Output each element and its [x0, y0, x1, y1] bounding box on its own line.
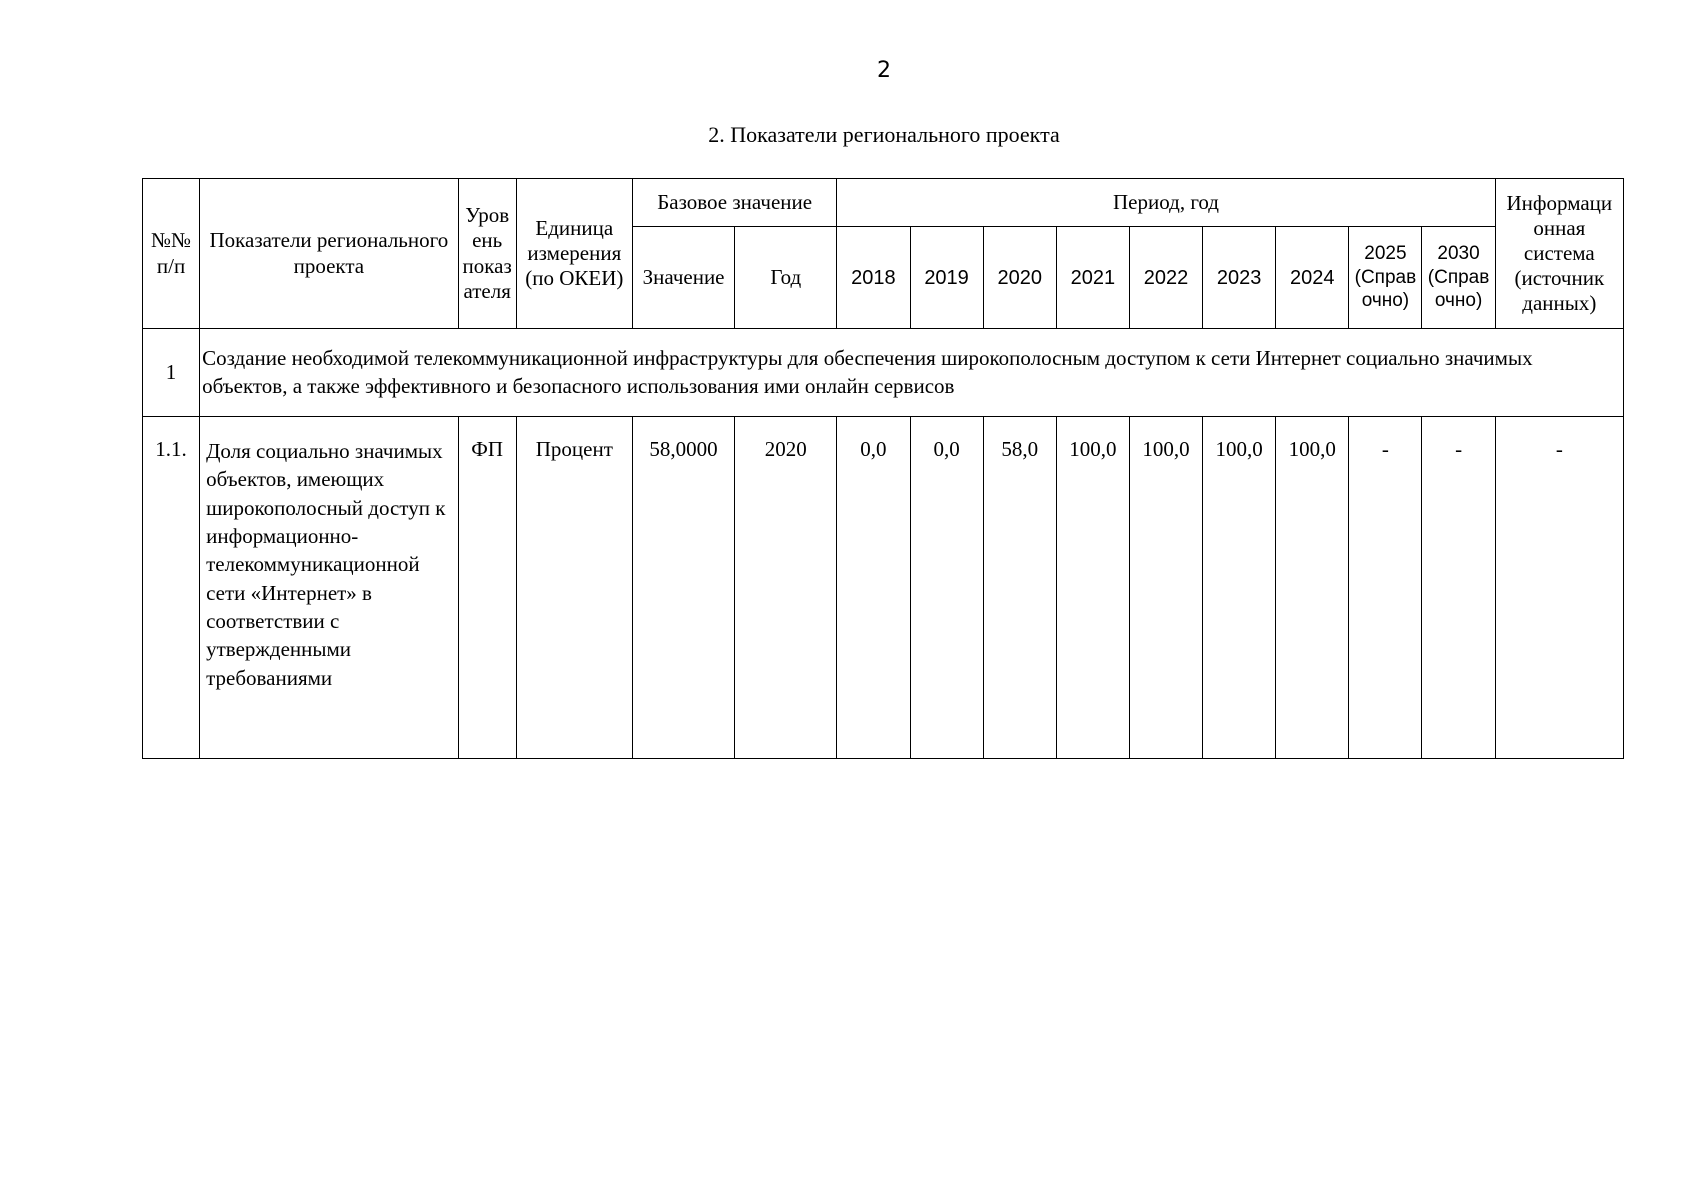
header-year-2025: 2025 (Справ очно)	[1349, 227, 1422, 329]
row-value-2023: 100,0	[1203, 417, 1276, 759]
section-num: 1	[143, 329, 200, 417]
header-year-2021: 2021	[1056, 227, 1129, 329]
table-row	[143, 417, 1624, 759]
header-year-2024: 2024	[1276, 227, 1349, 329]
indicators-table	[142, 178, 1624, 759]
row-value-2020: 58,0	[983, 417, 1056, 759]
row-base-year: 2020	[735, 417, 837, 759]
row-level: ФП	[458, 417, 516, 759]
row-value-2024: 100,0	[1276, 417, 1349, 759]
header-year-2020: 2020	[983, 227, 1056, 329]
header-unit: Единица измерения (по ОКЕИ)	[516, 179, 632, 329]
header-year-2023: 2023	[1203, 227, 1276, 329]
header-base-year: Год	[735, 227, 837, 329]
row-num: 1.1.	[143, 417, 200, 759]
header-level: Уров ень показ ателя	[458, 179, 516, 329]
row-base-value: 58,0000	[632, 417, 734, 759]
section-title: 2. Показатели регионального проекта	[708, 122, 1060, 147]
header-year-2030: 2030 (Справ очно)	[1422, 227, 1495, 329]
row-value-2030: -	[1422, 417, 1495, 759]
row-unit: Процент	[516, 417, 632, 759]
row-indicator-name: Доля социально значимых объектов, имеющих широкополосный доступ к информационно-телекоммуникационной сети «Интернет» в соответствии с утвержденными требованиями	[200, 417, 459, 759]
row-info-system: -	[1495, 417, 1623, 759]
header-year-2022: 2022	[1129, 227, 1202, 329]
page-number: 2	[877, 58, 891, 83]
row-value-2022: 100,0	[1129, 417, 1202, 759]
row-value-2025: -	[1349, 417, 1422, 759]
row-value-2019: 0,0	[910, 417, 983, 759]
header-base-group: Базовое значение	[632, 179, 836, 227]
header-year-2018: 2018	[837, 227, 910, 329]
header-row-top	[143, 179, 1624, 227]
row-value-2021: 100,0	[1056, 417, 1129, 759]
header-period-group: Период, год	[837, 179, 1495, 227]
header-num: №№ п/п	[143, 179, 200, 329]
header-info-system: Информаци онная система (источник данных)	[1495, 179, 1623, 329]
section-text: Создание необходимой телекоммуникационной инфраструктуры для обеспечения широкополосным доступом к сети Интернет социально значимых объектов, а также эффективного и безопасного использования ими онлайн сервисов	[200, 329, 1624, 417]
header-year-2019: 2019	[910, 227, 983, 329]
section-row	[143, 329, 1624, 417]
header-indicator: Показатели регионального проекта	[200, 179, 459, 329]
header-base-value: Значение	[632, 227, 734, 329]
row-value-2018: 0,0	[837, 417, 910, 759]
